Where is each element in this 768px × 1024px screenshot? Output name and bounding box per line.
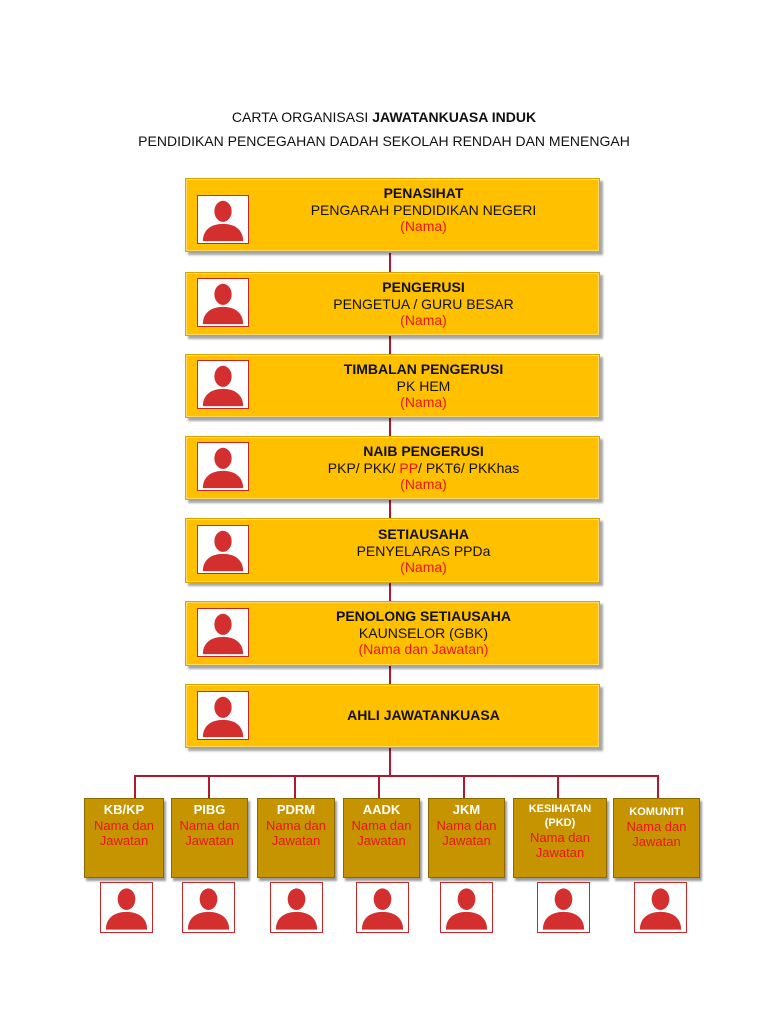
connector-line bbox=[134, 775, 136, 798]
member-box-jkm bbox=[428, 798, 505, 878]
person-avatar-icon bbox=[440, 882, 493, 933]
person-avatar-icon bbox=[197, 278, 249, 327]
position-name: (Nama) bbox=[400, 476, 447, 492]
position-role: TIMBALAN PENGERUSI bbox=[343, 361, 504, 377]
person-avatar-icon bbox=[197, 525, 249, 574]
position-name: (Nama) bbox=[400, 559, 447, 575]
position-name: (Nama) bbox=[400, 218, 447, 234]
connector-line bbox=[657, 775, 659, 798]
position-desc: PENYELARAS PPDa bbox=[356, 543, 491, 559]
connector-line bbox=[389, 253, 391, 272]
member-box-pibg bbox=[171, 798, 248, 878]
member-title: PIBG bbox=[193, 802, 226, 817]
person-avatar-icon bbox=[197, 360, 249, 409]
member-name: Nama dan Jawatan bbox=[266, 818, 326, 848]
person-avatar-icon bbox=[182, 882, 235, 933]
chart-title-line2: PENDIDIKAN PENCEGAHAN DADAH SEKOLAH RENDAH DAN MENENGAH bbox=[138, 133, 630, 149]
position-box-timbalan-pengerusi bbox=[185, 354, 600, 418]
member-name: Nama dan Jawatan bbox=[179, 818, 240, 848]
member-box-kesihatan bbox=[513, 798, 607, 878]
connector-line bbox=[134, 775, 659, 777]
chart-title-bold: JAWATANKUASA INDUK bbox=[372, 109, 537, 125]
position-role: PENGERUSI bbox=[382, 279, 465, 295]
person-avatar-icon bbox=[634, 882, 687, 933]
position-desc bbox=[256, 460, 591, 476]
chart-title-line1 bbox=[0, 109, 768, 125]
connector-line bbox=[463, 775, 465, 798]
connector-line bbox=[389, 500, 391, 518]
position-desc-part: PKP/ PKK/ bbox=[327, 460, 400, 476]
position-name: (Nama) bbox=[400, 394, 447, 410]
position-name: (Nama dan Jawatan) bbox=[358, 641, 489, 657]
position-desc: PK HEM bbox=[396, 378, 451, 394]
position-box-pengerusi bbox=[185, 272, 600, 336]
member-title: AADK bbox=[362, 802, 401, 817]
person-avatar-icon bbox=[356, 882, 409, 933]
member-name: Nama dan Jawatan bbox=[436, 818, 497, 848]
position-desc: PENGETUA / GURU BESAR bbox=[333, 296, 514, 312]
member-box-pdrm bbox=[257, 798, 335, 878]
member-name: Nama dan Jawatan bbox=[94, 818, 154, 848]
position-box-ahli-jawatankuasa bbox=[185, 684, 600, 748]
position-box-naib-pengerusi bbox=[185, 436, 600, 500]
position-role: SETIAUSAHA bbox=[377, 526, 469, 542]
connector-line bbox=[389, 418, 391, 436]
member-title: KB/KP bbox=[103, 802, 145, 817]
member-title: KOMUNITI bbox=[629, 806, 684, 818]
position-desc-highlight: PP bbox=[399, 460, 419, 476]
connector-line bbox=[389, 666, 391, 684]
connector-line bbox=[389, 583, 391, 601]
position-box-setiausaha bbox=[185, 518, 600, 583]
connector-line bbox=[294, 775, 296, 798]
position-box-penasihat bbox=[185, 178, 600, 252]
member-title: JKM bbox=[452, 802, 481, 817]
position-role: AHLI JAWATANKUASA bbox=[347, 707, 500, 723]
member-box-komuniti bbox=[613, 798, 700, 878]
position-desc: PENGARAH PENDIDIKAN NEGERI bbox=[310, 202, 537, 218]
member-box-kbkp bbox=[84, 798, 164, 878]
member-title: PDRM bbox=[276, 802, 316, 817]
person-avatar-icon bbox=[100, 882, 153, 933]
position-name: (Nama) bbox=[400, 312, 447, 328]
connector-line bbox=[389, 336, 391, 354]
chart-title-prefix: CARTA ORGANISASI bbox=[231, 109, 369, 125]
position-role: NAIB PENGERUSI bbox=[363, 443, 484, 459]
member-name: Nama dan Jawatan bbox=[351, 818, 412, 848]
person-avatar-icon bbox=[197, 195, 249, 244]
connector-line bbox=[389, 748, 391, 775]
position-desc-part: / PKT6/ PKKhas bbox=[418, 460, 520, 476]
connector-line bbox=[208, 775, 210, 798]
connector-line bbox=[378, 775, 380, 798]
person-avatar-icon bbox=[197, 442, 249, 491]
person-avatar-icon bbox=[197, 608, 249, 657]
person-avatar-icon bbox=[197, 691, 249, 740]
member-name: Nama dan Jawatan bbox=[626, 819, 687, 849]
position-role: PENOLONG SETIAUSAHA bbox=[335, 608, 511, 624]
position-desc: KAUNSELOR (GBK) bbox=[358, 625, 489, 641]
person-avatar-icon bbox=[270, 882, 323, 933]
person-avatar-icon bbox=[537, 882, 590, 933]
member-title: KESIHATAN (PKD) bbox=[528, 803, 592, 829]
position-role: PENASIHAT bbox=[383, 185, 464, 201]
member-box-aadk bbox=[343, 798, 420, 878]
connector-line bbox=[557, 775, 559, 798]
position-box-penolong-setiausaha bbox=[185, 601, 600, 666]
member-name: Nama dan Jawatan bbox=[530, 830, 590, 860]
